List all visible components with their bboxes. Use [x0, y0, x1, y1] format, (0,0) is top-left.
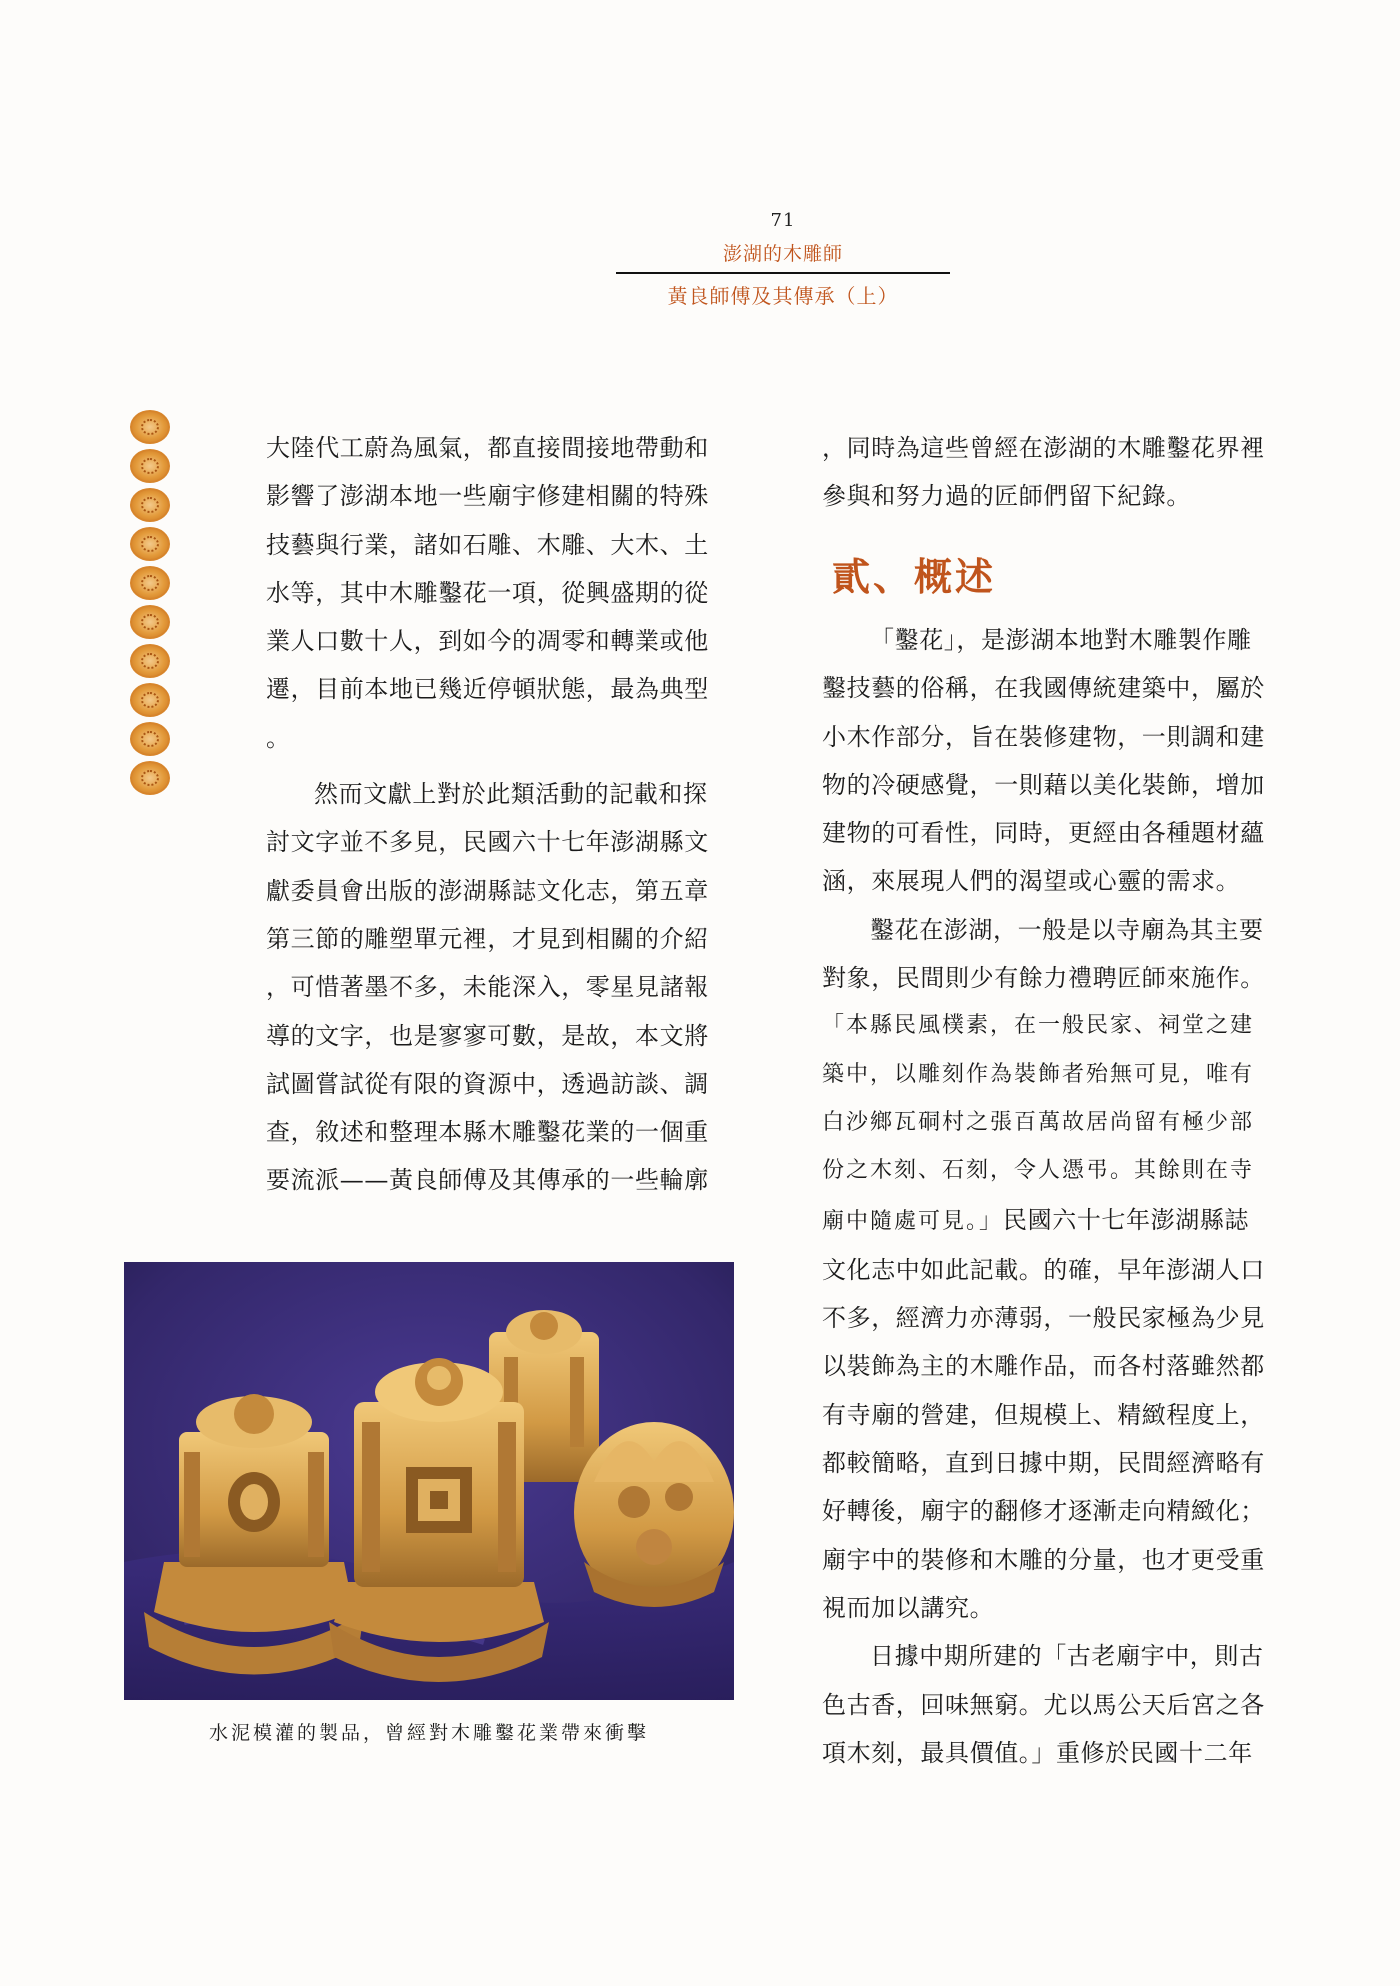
text-line: 色古香，回味無窮。尤以馬公天后宮之各	[822, 1690, 1265, 1719]
header-divider	[616, 272, 950, 274]
paragraph	[822, 616, 1302, 906]
text-line: 試圖嘗試從有限的資源中，透過訪談、調	[266, 1069, 709, 1098]
medallion-ornament-icon	[130, 488, 170, 522]
text-line: 不多，經濟力亦薄弱，一般民家極為少見	[822, 1304, 1265, 1333]
text-line: 物的冷硬感覺，一則藉以美化裝飾，增加	[822, 770, 1265, 799]
text-line: 參與和努力過的匠師們留下紀錄。	[822, 482, 1191, 511]
text-line	[822, 1196, 1302, 1246]
text-line: 要流派——黃良師傅及其傳承的一些輪廓	[266, 1166, 709, 1195]
text-line: 「鑿花」，是澎湖本地對木雕製作雕	[870, 626, 1252, 654]
page-number: 71	[770, 210, 796, 231]
text-line: 好轉後，廟宇的翻修才逐漸走向精緻化；	[822, 1497, 1265, 1526]
paragraph	[266, 770, 748, 1205]
medallion-ornament-icon	[130, 410, 170, 444]
carving-photo-illustration	[124, 1262, 734, 1700]
paragraph	[822, 906, 1302, 1632]
text-line: 影響了澎湖本地一些廟宇修建相關的特殊	[266, 482, 709, 511]
quote-line: 「本縣民風樸素，在一般民家、祠堂之建	[822, 1013, 1255, 1039]
medallion-ornament-icon	[130, 527, 170, 561]
text-span: 民國六十七年澎湖縣誌	[1003, 1205, 1250, 1234]
text-line: 鑿技藝的俗稱，在我國傳統建築中，屬於	[822, 674, 1265, 703]
medallion-ornament-icon	[130, 566, 170, 600]
text-line: 討文字並不多見，民國六十七年澎湖縣文	[266, 828, 709, 857]
text-line: 視而加以講究。	[822, 1593, 995, 1622]
text-line: 遷，目前本地已幾近停頓狀態，最為典型	[266, 675, 709, 704]
text-line: 項木刻，最具價值。」重修於民國十二年	[822, 1738, 1253, 1767]
medallion-ornament-icon	[130, 722, 170, 756]
quote-line: 築中，以雕刻作為裝飾者殆無可見，唯有	[822, 1061, 1255, 1087]
medallion-ornament-icon	[130, 449, 170, 483]
paragraph	[822, 1632, 1302, 1777]
text-line: 小木作部分，旨在裝修建物，一則調和建	[822, 722, 1265, 751]
text-line: 大陸代工蔚為風氣，都直接間接地帶動和	[266, 434, 709, 462]
text-line: 鑿花在澎湖，一般是以寺廟為其主要	[870, 915, 1264, 944]
text-line: 涵，來展現人們的渴望或心靈的需求。	[822, 867, 1241, 896]
medallion-ornament-icon	[130, 605, 170, 639]
text-line: 然而文獻上對於此類活動的記載和探	[314, 780, 708, 809]
text-line: 都較簡略，直到日據中期，民間經濟略有	[822, 1449, 1265, 1478]
medallion-ornament-icon	[130, 761, 170, 795]
text-line: 日據中期所建的「古老廟宇中，則古	[870, 1642, 1264, 1671]
left-text-column	[266, 424, 748, 1205]
paragraph	[266, 424, 748, 762]
right-text-column	[822, 616, 1302, 1777]
section-heading: 貳、概述	[832, 554, 997, 599]
series-title: 澎湖的木雕師	[722, 243, 843, 265]
text-line: 文化志中如此記載。的確，早年澎湖人口	[822, 1255, 1265, 1284]
text-line: 業人口數十人，到如今的凋零和轉業或他	[266, 627, 709, 656]
text-line: 技藝與行業，諸如石雕、木雕、大木、土	[266, 530, 709, 559]
text-line: 廟宇中的裝修和木雕的分量，也才更受重	[822, 1545, 1265, 1574]
quote-line: 廟中隨處可見。」	[822, 1208, 1004, 1234]
running-header	[616, 210, 950, 309]
medallion-ornament-icon	[130, 683, 170, 717]
text-line: 水等，其中木雕鑿花一項，從興盛期的從	[266, 578, 709, 607]
article-subtitle: 黃良師傅及其傳承（上）	[667, 284, 899, 308]
text-line: 獻委員會出版的澎湖縣誌文化志，第五章	[266, 876, 709, 905]
text-line: 。	[266, 723, 291, 752]
text-line: 第三節的雕塑單元裡，才見到相關的介紹	[266, 924, 709, 953]
text-line: 查，敘述和整理本縣木雕鑿花業的一個重	[266, 1118, 709, 1147]
figure-caption: 水泥模灌的製品，曾經對木雕鑿花業帶來衝擊	[208, 1722, 649, 1744]
carving-piece	[574, 1422, 734, 1607]
text-line: 對象，民間則少有餘力禮聘匠師來施作。	[822, 964, 1265, 993]
medallion-ornament-icon	[130, 644, 170, 678]
medallion-ornament-strip	[126, 410, 174, 800]
text-line: 導的文字，也是寥寥可數，是故，本文將	[266, 1021, 709, 1050]
text-line: 以裝飾為主的木雕作品，而各村落雖然都	[822, 1352, 1265, 1381]
text-line: ，可惜著墨不多，未能深入，零星見諸報	[266, 973, 709, 1002]
right-column-continuation	[822, 424, 1302, 521]
text-line: 有寺廟的營建，但規模上、精緻程度上，	[822, 1400, 1265, 1429]
quote-line: 份之木刻、石刻，令人憑弔。其餘則在寺	[822, 1158, 1255, 1184]
text-line: 建物的可看性，同時，更經由各種題材蘊	[822, 819, 1265, 848]
text-line: ，同時為這些曾經在澎湖的木雕鑿花界裡	[822, 434, 1265, 462]
carving-photo	[124, 1262, 734, 1700]
quote-line: 白沙鄉瓦硐村之張百萬故居尚留有極少部	[822, 1109, 1255, 1135]
